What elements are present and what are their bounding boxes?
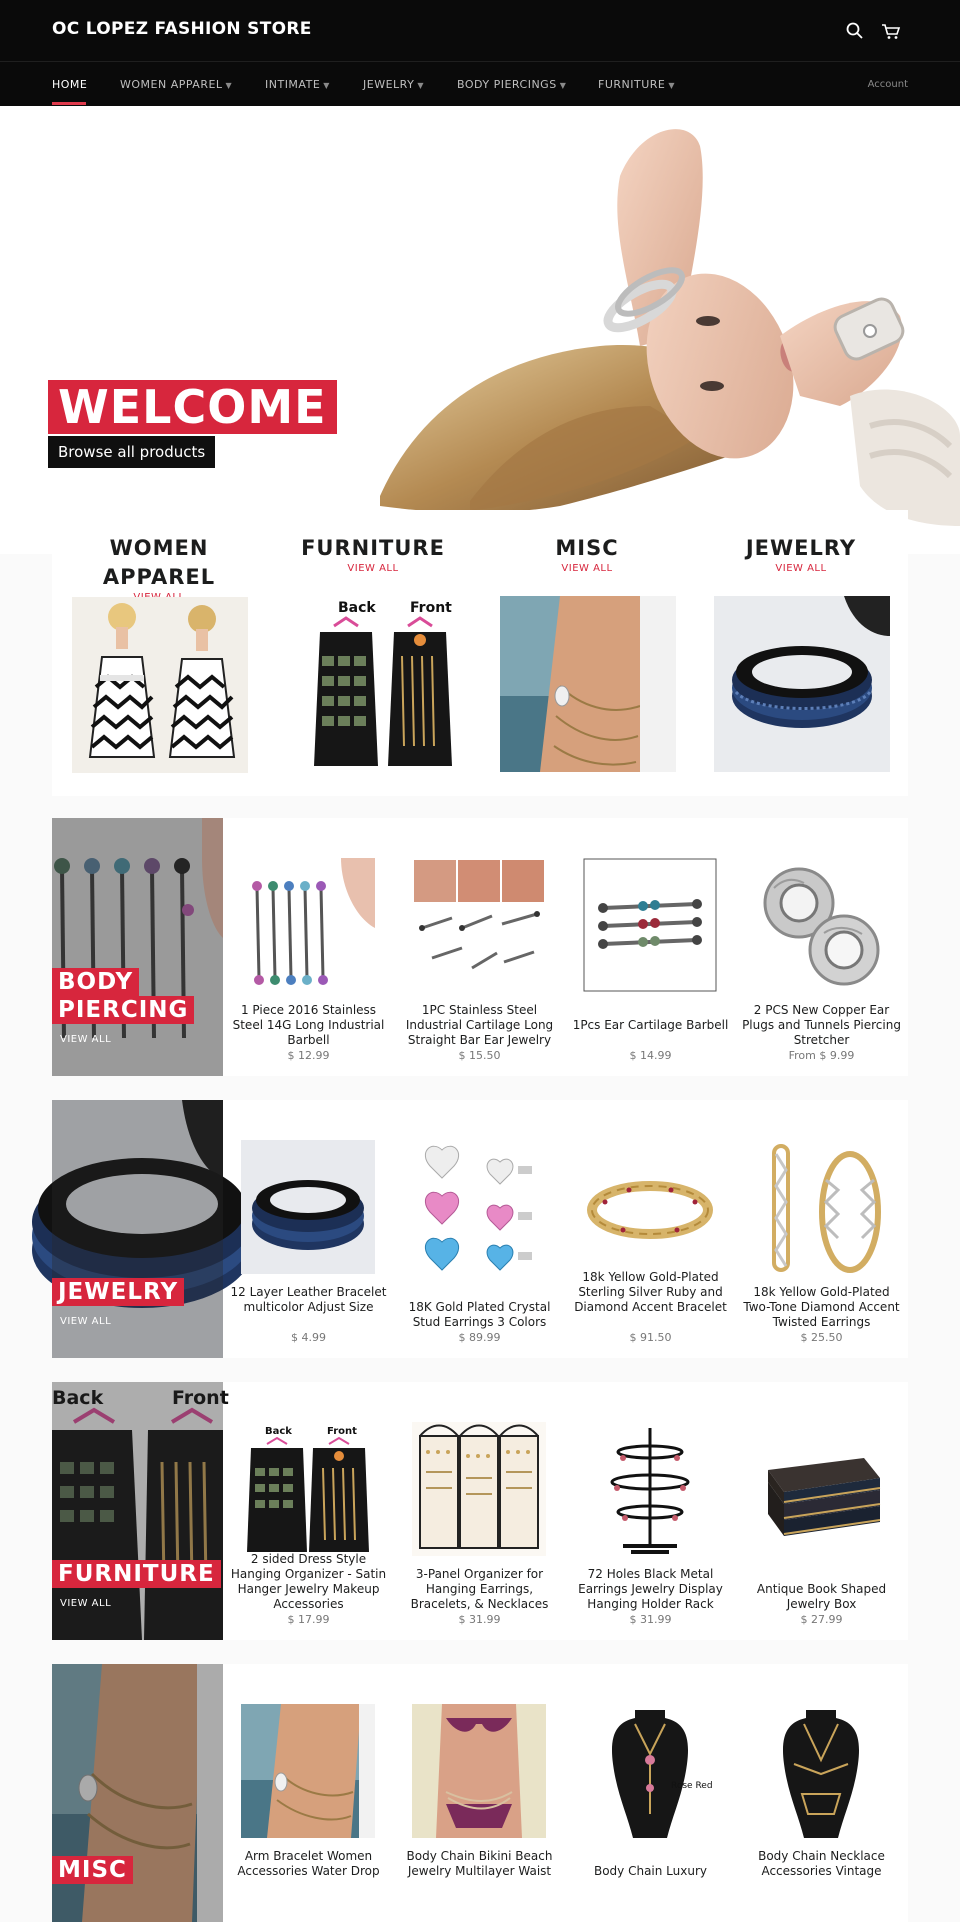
featured-categories <box>52 510 908 796</box>
product-card[interactable] <box>223 1100 394 1358</box>
collection-view-all[interactable]: VIEW ALL <box>60 1034 112 1045</box>
collection-title-line: BODY <box>52 968 139 996</box>
product-title[interactable]: 1PC Stainless Steel Industrial Cartilage Long Straight Bar Ear Jewelry <box>405 1003 554 1047</box>
category-title: FURNITURE <box>301 536 445 560</box>
earring-rack-image <box>583 1422 717 1556</box>
collection-tile-body-piercing[interactable] <box>52 818 223 1076</box>
nav-home[interactable]: HOME <box>52 78 88 91</box>
chevron-down-icon: ▼ <box>225 81 233 90</box>
category-view-all[interactable]: VIEW ALL <box>561 563 613 574</box>
ear-plugs-image <box>754 858 888 992</box>
category-title: MISC <box>555 536 619 560</box>
product-title[interactable]: 2 PCS New Copper Ear Plugs and Tunnels Piercing Stretcher <box>742 1003 901 1047</box>
collection-furniture <box>52 1382 908 1640</box>
product-card[interactable] <box>394 818 565 1076</box>
category-misc[interactable] <box>480 510 694 796</box>
product-title[interactable]: Body Chain Luxury <box>593 1864 708 1878</box>
product-title[interactable]: 12 Layer Leather Bracelet multicolor Adjust Size <box>230 1285 387 1314</box>
product-title[interactable]: 1 Piece 2016 Stainless Steel 14G Long Industrial Barbell <box>232 1003 385 1047</box>
product-card[interactable] <box>565 1382 736 1640</box>
heart-earrings-image <box>412 1140 546 1274</box>
chevron-down-icon: ▼ <box>559 81 567 90</box>
product-title[interactable]: Body Chain Necklace Accessories Vintage <box>758 1849 885 1878</box>
search-icon[interactable] <box>844 20 866 42</box>
leather-bracelet-image <box>241 1140 375 1274</box>
product-title[interactable]: Arm Bracelet Women Accessories Water Drop <box>237 1849 380 1878</box>
women-apparel-image <box>72 597 248 773</box>
category-women-apparel[interactable] <box>52 510 266 796</box>
gold-bracelet-image <box>583 1140 717 1274</box>
twisted-earrings-image <box>754 1140 888 1274</box>
product-card[interactable] <box>394 1664 565 1922</box>
chevron-down-icon: ▼ <box>417 81 424 90</box>
body-chain-luxury-image <box>583 1704 717 1838</box>
product-price: $ 17.99 <box>287 1613 330 1626</box>
category-title: WOMEN APPAREL <box>102 536 216 589</box>
collection-title: FURNITURE <box>52 1560 221 1588</box>
product-title[interactable]: Antique Book Shaped Jewelry Box <box>756 1582 887 1611</box>
category-view-all[interactable]: VIEW ALL <box>347 563 399 574</box>
collection-view-all[interactable]: VIEW ALL <box>60 1598 112 1609</box>
product-price: From $ 9.99 <box>788 1049 855 1062</box>
collection-view-all[interactable]: VIEW ALL <box>60 1316 112 1327</box>
product-price: $ 89.99 <box>458 1331 501 1344</box>
svg-text:Back: Back <box>265 1426 292 1437</box>
product-title[interactable]: 18k Yellow Gold-Plated Sterling Silver Ruby and Diamond Accent Bracelet <box>574 1270 727 1314</box>
hero-model-image <box>0 106 960 554</box>
product-price: $ 27.99 <box>800 1613 843 1626</box>
product-price: $ 91.50 <box>629 1331 672 1344</box>
panel-organizer-image <box>412 1422 546 1556</box>
dress-organizer-image <box>241 1422 375 1556</box>
product-price: $ 31.99 <box>458 1613 501 1626</box>
product-card[interactable] <box>223 1664 394 1922</box>
category-title: JEWELRY <box>745 536 857 560</box>
collection-tile-furniture[interactable] <box>52 1382 229 1640</box>
svg-text:Back: Back <box>52 1387 104 1409</box>
leg-chain-image <box>500 596 676 772</box>
account-link[interactable]: Account <box>867 79 908 90</box>
product-card[interactable] <box>736 1664 907 1922</box>
product-price: $ 4.99 <box>291 1331 326 1344</box>
main-navigation <box>0 61 960 106</box>
nav-furniture[interactable]: FURNITURE ▼ <box>598 78 676 91</box>
product-price: $ 25.50 <box>800 1331 843 1344</box>
product-card[interactable] <box>736 818 907 1076</box>
product-card[interactable] <box>223 818 394 1076</box>
collection-jewelry <box>52 1100 908 1358</box>
hero-banner[interactable] <box>0 106 960 554</box>
ear-barbell-image <box>583 858 717 992</box>
cartilage-bar-image <box>412 858 546 992</box>
product-title[interactable]: 3-Panel Organizer for Hanging Earrings, Bracelets, & Necklaces <box>410 1567 549 1611</box>
category-jewelry[interactable] <box>694 510 908 796</box>
dress-organizer-image <box>286 596 462 772</box>
nav-jewelry[interactable]: JEWELRY ▼ <box>363 78 424 91</box>
product-card[interactable] <box>565 1100 736 1358</box>
svg-text:Back: Back <box>338 600 376 616</box>
product-title[interactable]: Body Chain Bikini Beach Jewelry Multilayer Waist <box>406 1849 553 1878</box>
collection-title: JEWELRY <box>52 1278 184 1306</box>
product-price: $ 12.99 <box>287 1049 330 1062</box>
svg-text:Front: Front <box>327 1426 357 1437</box>
product-card[interactable] <box>394 1382 565 1640</box>
nav-women-apparel[interactable]: WOMEN APPAREL ▼ <box>120 78 233 91</box>
product-card[interactable] <box>565 1664 736 1922</box>
product-title[interactable]: 18K Gold Plated Crystal Stud Earrings 3 Colors <box>408 1300 551 1329</box>
chevron-down-icon: ▼ <box>323 81 330 90</box>
body-chain-necklace-image <box>754 1704 888 1838</box>
arm-bracelet-image <box>241 1704 375 1838</box>
product-title[interactable]: 1Pcs Ear Cartilage Barbell <box>572 1018 729 1032</box>
bikini-chain-image <box>412 1704 546 1838</box>
collection-body-piercing <box>52 818 908 1076</box>
product-title[interactable]: 72 Holes Black Metal Earrings Jewelry Display Hanging Holder Rack <box>578 1567 723 1611</box>
product-price: $ 15.50 <box>458 1049 501 1062</box>
product-title[interactable]: 2 sided Dress Style Hanging Organizer - Satin Hanger Jewelry Makeup Accessories <box>230 1552 387 1611</box>
collection-misc <box>52 1664 908 1922</box>
cart-icon[interactable] <box>880 20 902 42</box>
top-header <box>0 0 960 61</box>
category-view-all[interactable]: VIEW ALL <box>775 563 827 574</box>
barbell-set-image <box>241 858 375 992</box>
collection-tile-jewelry[interactable] <box>52 1100 223 1358</box>
collection-title-line: PIERCING <box>52 996 194 1024</box>
product-card[interactable] <box>565 818 736 1076</box>
product-price: $ 31.99 <box>629 1613 672 1626</box>
svg-text:Front: Front <box>410 600 452 616</box>
chevron-down-icon: ▼ <box>668 81 676 90</box>
product-card[interactable] <box>736 1100 907 1358</box>
product-card[interactable] <box>223 1382 394 1640</box>
collection-tile-misc[interactable] <box>52 1664 223 1922</box>
product-card[interactable] <box>394 1100 565 1358</box>
svg-text:Rose Red: Rose Red <box>671 1781 713 1791</box>
browse-all-button[interactable]: Browse all products <box>48 436 215 468</box>
nav-body-piercings[interactable]: BODY PIERCINGS ▼ <box>457 78 567 91</box>
nav-intimate[interactable]: INTIMATE ▼ <box>265 78 330 91</box>
hero-headline: WELCOME <box>48 380 337 434</box>
svg-text:Front: Front <box>172 1387 229 1409</box>
product-title[interactable]: 18k Yellow Gold-Plated Two-Tone Diamond Accent Twisted Earrings <box>743 1285 900 1329</box>
book-box-image <box>754 1422 888 1556</box>
nav-active-indicator <box>52 102 86 105</box>
product-card[interactable] <box>736 1382 907 1640</box>
store-logo[interactable]: OC LOPEZ FASHION STORE <box>52 19 312 39</box>
product-price: $ 14.99 <box>629 1049 672 1062</box>
collection-title: MISC <box>52 1856 133 1884</box>
category-furniture[interactable] <box>266 510 480 796</box>
leather-bracelet-image <box>714 596 890 772</box>
